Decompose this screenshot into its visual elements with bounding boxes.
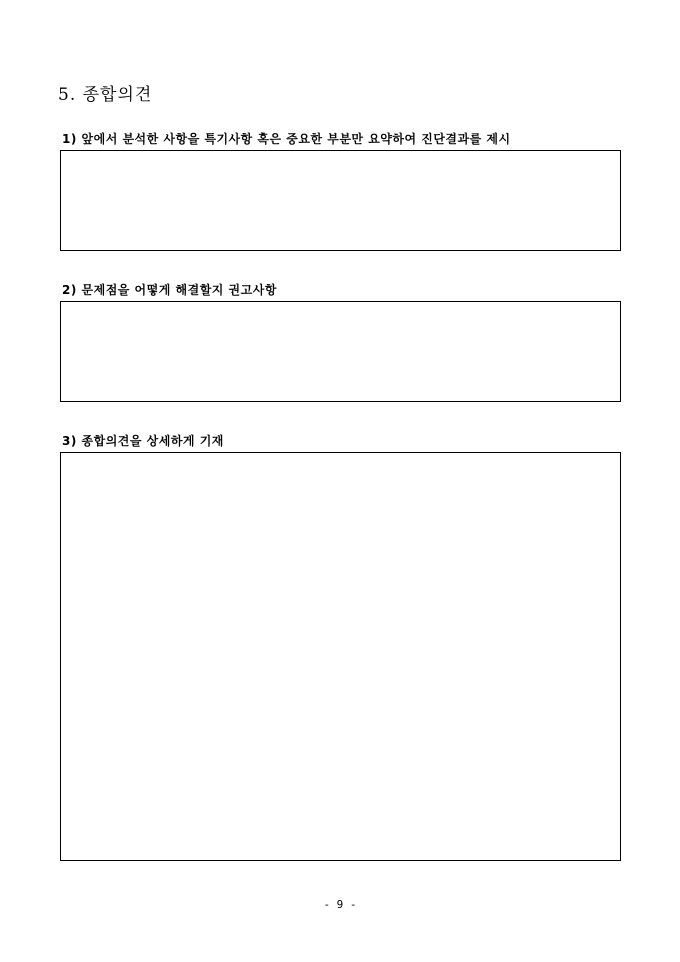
question-2-answer-box[interactable] [60,301,621,402]
question-2-label: 2) 문제점을 어떻게 해결할지 권고사항 [62,283,277,297]
question-1-answer-box[interactable] [60,150,621,251]
question-3-answer-box[interactable] [60,452,621,861]
question-3-label: 3) 종합의견을 상세하게 기재 [62,434,224,448]
page-number: - 9 - [323,898,357,911]
question-1-label: 1) 앞에서 분석한 사항을 특기사항 혹은 중요한 부분만 요약하여 진단결과를 제시 [62,132,511,146]
section-title: 5. 종합의견 [58,85,153,105]
